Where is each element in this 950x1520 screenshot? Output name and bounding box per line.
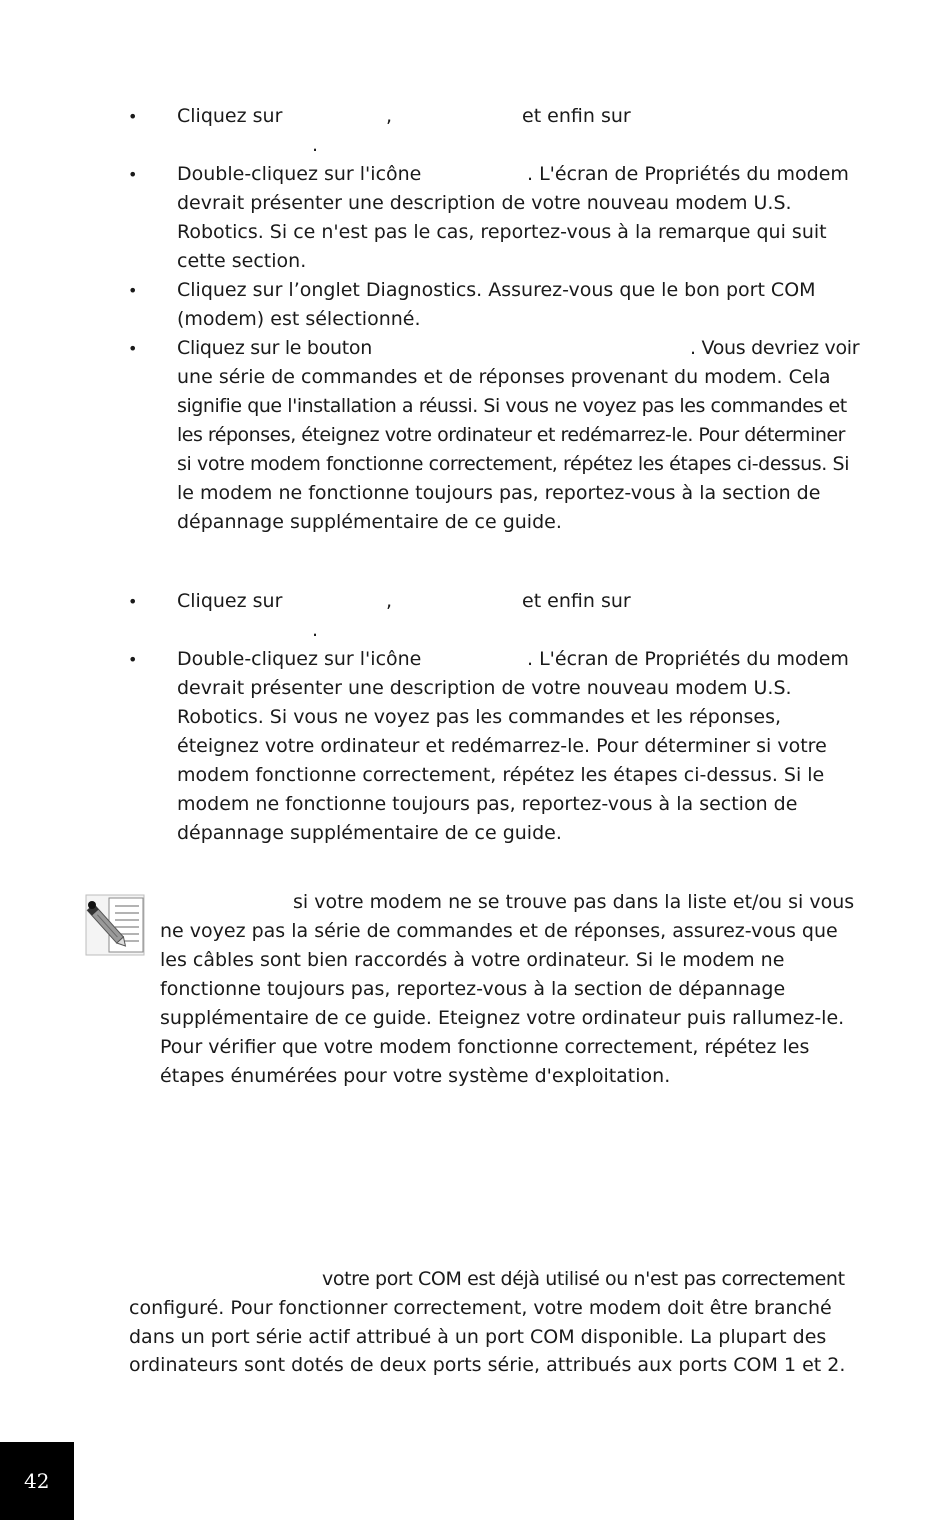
list-item-text: et enfin sur [522,590,631,612]
list-item-text: devrait présenter une description de votre nouveau modem U.S. [177,192,792,214]
note-text: si votre modem ne se trouve pas dans la liste et/ou si vous [293,891,855,913]
list-item-text: si votre modem fonctionne correctement, répétez les étapes ci-dessus. Si [177,453,850,475]
list-item-text: modem ne fonctionne toujours pas, reportez-vous à la section de [177,793,798,815]
list-item-text: . L'écran de Propriétés du modem [527,648,849,670]
page-number-box [0,1442,74,1520]
list-item-text: Cliquez sur [177,105,283,127]
list-item-text: le modem ne fonctionne toujours pas, reportez-vous à la section de [177,482,821,504]
paragraph-text: votre port COM est déjà utilisé ou n'est pas correctement [322,1268,845,1290]
note-text: étapes énumérées pour votre système d'exploitation. [160,1065,671,1087]
list-item-text: Robotics. Si vous ne voyez pas les commandes et les réponses, [177,706,782,728]
bullet-dot: • [128,339,138,358]
list-item-text: une série de commandes et de réponses provenant du modem. Cela [177,366,831,388]
list-item-text: , [386,105,393,127]
bullet-dot: • [128,107,138,126]
list-item-text: Double-cliquez sur l'icône [177,648,422,670]
note-text: Pour vérifier que votre modem fonctionne correctement, répétez les [160,1036,810,1058]
list-item-text: cette section. [177,250,307,272]
note-pencil-icon [85,894,145,956]
list-item-text: dépannage supplémentaire de ce guide. [177,822,562,844]
note-text: les câbles sont bien raccordés à votre ordinateur. Si le modem ne [160,949,785,971]
list-item-text: (modem) est sélectionné. [177,308,421,330]
list-item-text: devrait présenter une description de votre nouveau modem U.S. [177,677,792,699]
list-item-text: Cliquez sur le bouton [177,337,372,359]
paragraph-text: dans un port série actif attribué à un port COM disponible. La plupart des [129,1326,827,1348]
list-item-text: Double-cliquez sur l'icône [177,163,422,185]
list-item-text: . Vous devriez voir [690,337,860,359]
list-item-text: . [312,619,319,641]
paragraph-text: ordinateurs sont dotés de deux ports série, attribués aux ports COM 1 et 2. [129,1354,846,1376]
bullet-dot: • [128,592,138,611]
list-item-text: modem fonctionne correctement, répétez les étapes ci-dessus. Si le [177,764,825,786]
list-item-text: . [312,134,319,156]
list-item-text: et enfin sur [522,105,631,127]
bullet-dot: • [128,165,138,184]
paragraph-text: configuré. Pour fonctionner correctement, votre modem doit être branché [129,1297,832,1319]
note-text: fonctionne toujours pas, reportez-vous à la section de dépannage [160,978,786,1000]
note-text: supplémentaire de ce guide. Eteignez votre ordinateur puis rallumez-le. [160,1007,845,1029]
list-item-text: signifie que l'installation a réussi. Si vous ne voyez pas les commandes et [177,395,847,417]
note-text: ne voyez pas la série de commandes et de réponses, assurez-vous que [160,920,838,942]
list-item-text: les réponses, éteignez votre ordinateur et redémarrez-le. Pour déterminer [177,424,845,446]
list-item-text: Cliquez sur [177,590,283,612]
bullet-dot: • [128,281,138,300]
list-item-text: . L'écran de Propriétés du modem [527,163,849,185]
bullet-dot: • [128,650,138,669]
list-item-text: , [386,590,393,612]
list-item-text: dépannage supplémentaire de ce guide. [177,511,562,533]
page-number: 42 [24,1469,50,1493]
list-item-text: Robotics. Si ce n'est pas le cas, reportez-vous à la remarque qui suit [177,221,827,243]
list-item-text: éteignez votre ordinateur et redémarrez-le. Pour déterminer si votre [177,735,827,757]
list-item-text: Cliquez sur l’onglet Diagnostics. Assurez-vous que le bon port COM [177,279,816,301]
